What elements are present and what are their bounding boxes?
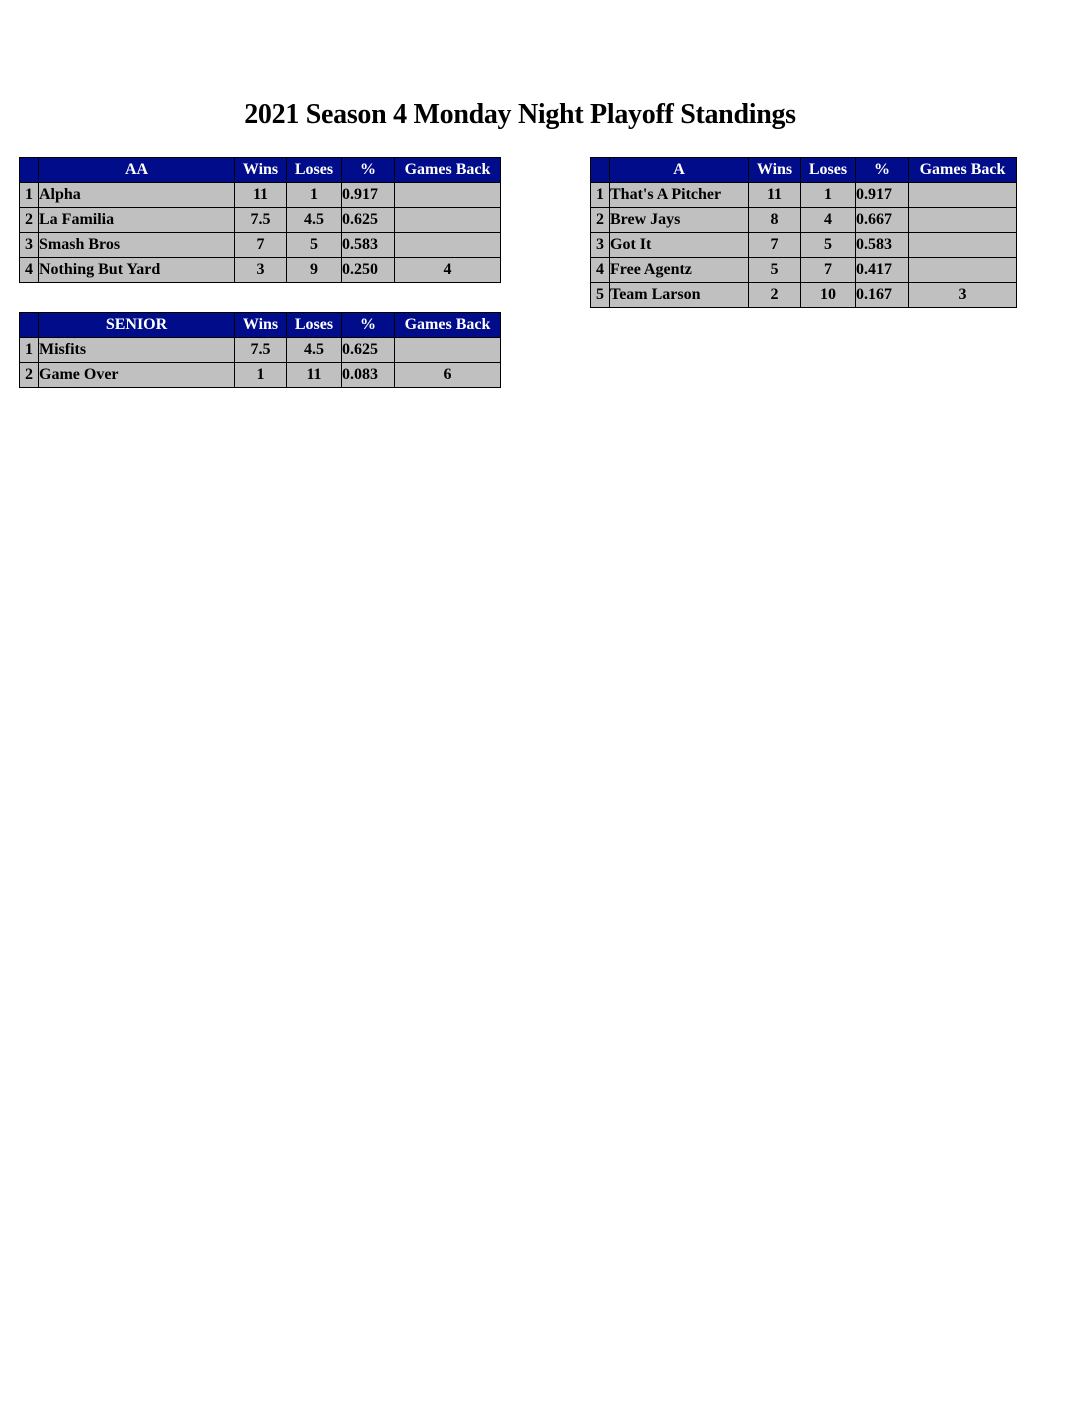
pct-cell: 0.083 xyxy=(342,363,395,388)
pct-cell: 0.917 xyxy=(856,183,909,208)
loses-cell: 5 xyxy=(287,233,342,258)
wins-cell: 2 xyxy=(749,283,801,308)
pct-cell: 0.417 xyxy=(856,258,909,283)
rank-cell: 5 xyxy=(591,283,610,308)
team-name-cell: La Familia xyxy=(39,208,235,233)
loses-cell: 1 xyxy=(801,183,856,208)
pct-cell: 0.583 xyxy=(342,233,395,258)
pct-header: % xyxy=(342,313,395,338)
rank-cell: 4 xyxy=(591,258,610,283)
team-name-cell: Misfits xyxy=(39,338,235,363)
games-back-header: Games Back xyxy=(395,313,501,338)
loses-cell: 1 xyxy=(287,183,342,208)
pct-cell: 0.167 xyxy=(856,283,909,308)
rank-header xyxy=(20,158,39,183)
loses-cell: 11 xyxy=(287,363,342,388)
team-name-cell: Team Larson xyxy=(610,283,749,308)
rank-cell: 2 xyxy=(20,363,39,388)
games-back-cell xyxy=(909,233,1017,258)
rank-cell: 1 xyxy=(20,183,39,208)
games-back-cell xyxy=(909,208,1017,233)
wins-cell: 7 xyxy=(235,233,287,258)
rank-header xyxy=(591,158,610,183)
wins-cell: 7 xyxy=(749,233,801,258)
games-back-cell: 3 xyxy=(909,283,1017,308)
loses-cell: 5 xyxy=(801,233,856,258)
team-name-cell: Got It xyxy=(610,233,749,258)
table-row xyxy=(591,258,1017,283)
wins-cell: 3 xyxy=(235,258,287,283)
standings-table-senior xyxy=(19,312,501,388)
loses-header: Loses xyxy=(801,158,856,183)
pct-cell: 0.250 xyxy=(342,258,395,283)
pct-cell: 0.625 xyxy=(342,338,395,363)
wins-cell: 8 xyxy=(749,208,801,233)
division-name: SENIOR xyxy=(39,313,235,338)
team-name-cell: Free Agentz xyxy=(610,258,749,283)
table-row xyxy=(20,183,501,208)
pct-cell: 0.667 xyxy=(856,208,909,233)
games-back-cell xyxy=(395,208,501,233)
table-row xyxy=(20,208,501,233)
wins-cell: 5 xyxy=(749,258,801,283)
loses-cell: 9 xyxy=(287,258,342,283)
header-row xyxy=(591,158,1017,183)
rank-header xyxy=(20,313,39,338)
pct-cell: 0.625 xyxy=(342,208,395,233)
games-back-cell xyxy=(395,233,501,258)
wins-cell: 11 xyxy=(235,183,287,208)
table-row xyxy=(20,338,501,363)
wins-cell: 1 xyxy=(235,363,287,388)
loses-cell: 4 xyxy=(801,208,856,233)
table-row xyxy=(591,183,1017,208)
team-name-cell: That's A Pitcher xyxy=(610,183,749,208)
games-back-cell xyxy=(909,258,1017,283)
games-back-header: Games Back xyxy=(395,158,501,183)
games-back-cell: 4 xyxy=(395,258,501,283)
wins-header: Wins xyxy=(749,158,801,183)
rank-cell: 1 xyxy=(20,338,39,363)
pct-cell: 0.917 xyxy=(342,183,395,208)
pct-header: % xyxy=(856,158,909,183)
table-row xyxy=(20,363,501,388)
rank-cell: 2 xyxy=(591,208,610,233)
pct-cell: 0.583 xyxy=(856,233,909,258)
games-back-cell xyxy=(909,183,1017,208)
loses-header: Loses xyxy=(287,313,342,338)
standings-table-a xyxy=(590,157,1017,308)
table-row xyxy=(591,208,1017,233)
table-row xyxy=(20,233,501,258)
pct-header: % xyxy=(342,158,395,183)
rank-cell: 3 xyxy=(20,233,39,258)
games-back-header: Games Back xyxy=(909,158,1017,183)
division-name: A xyxy=(610,158,749,183)
team-name-cell: Alpha xyxy=(39,183,235,208)
loses-cell: 7 xyxy=(801,258,856,283)
header-row xyxy=(20,158,501,183)
wins-cell: 11 xyxy=(749,183,801,208)
loses-cell: 4.5 xyxy=(287,338,342,363)
team-name-cell: Brew Jays xyxy=(610,208,749,233)
wins-header: Wins xyxy=(235,313,287,338)
team-name-cell: Nothing But Yard xyxy=(39,258,235,283)
games-back-cell xyxy=(395,183,501,208)
standings-table-aa xyxy=(19,157,501,283)
loses-header: Loses xyxy=(287,158,342,183)
team-name-cell: Smash Bros xyxy=(39,233,235,258)
rank-cell: 3 xyxy=(591,233,610,258)
rank-cell: 4 xyxy=(20,258,39,283)
games-back-cell: 6 xyxy=(395,363,501,388)
loses-cell: 4.5 xyxy=(287,208,342,233)
header-row xyxy=(20,313,501,338)
table-row xyxy=(591,283,1017,308)
wins-cell: 7.5 xyxy=(235,338,287,363)
team-name-cell: Game Over xyxy=(39,363,235,388)
division-name: AA xyxy=(39,158,235,183)
games-back-cell xyxy=(395,338,501,363)
wins-cell: 7.5 xyxy=(235,208,287,233)
page-title: 2021 Season 4 Monday Night Playoff Standings xyxy=(244,99,796,130)
table-row xyxy=(591,233,1017,258)
rank-cell: 1 xyxy=(591,183,610,208)
loses-cell: 10 xyxy=(801,283,856,308)
rank-cell: 2 xyxy=(20,208,39,233)
table-row xyxy=(20,258,501,283)
wins-header: Wins xyxy=(235,158,287,183)
